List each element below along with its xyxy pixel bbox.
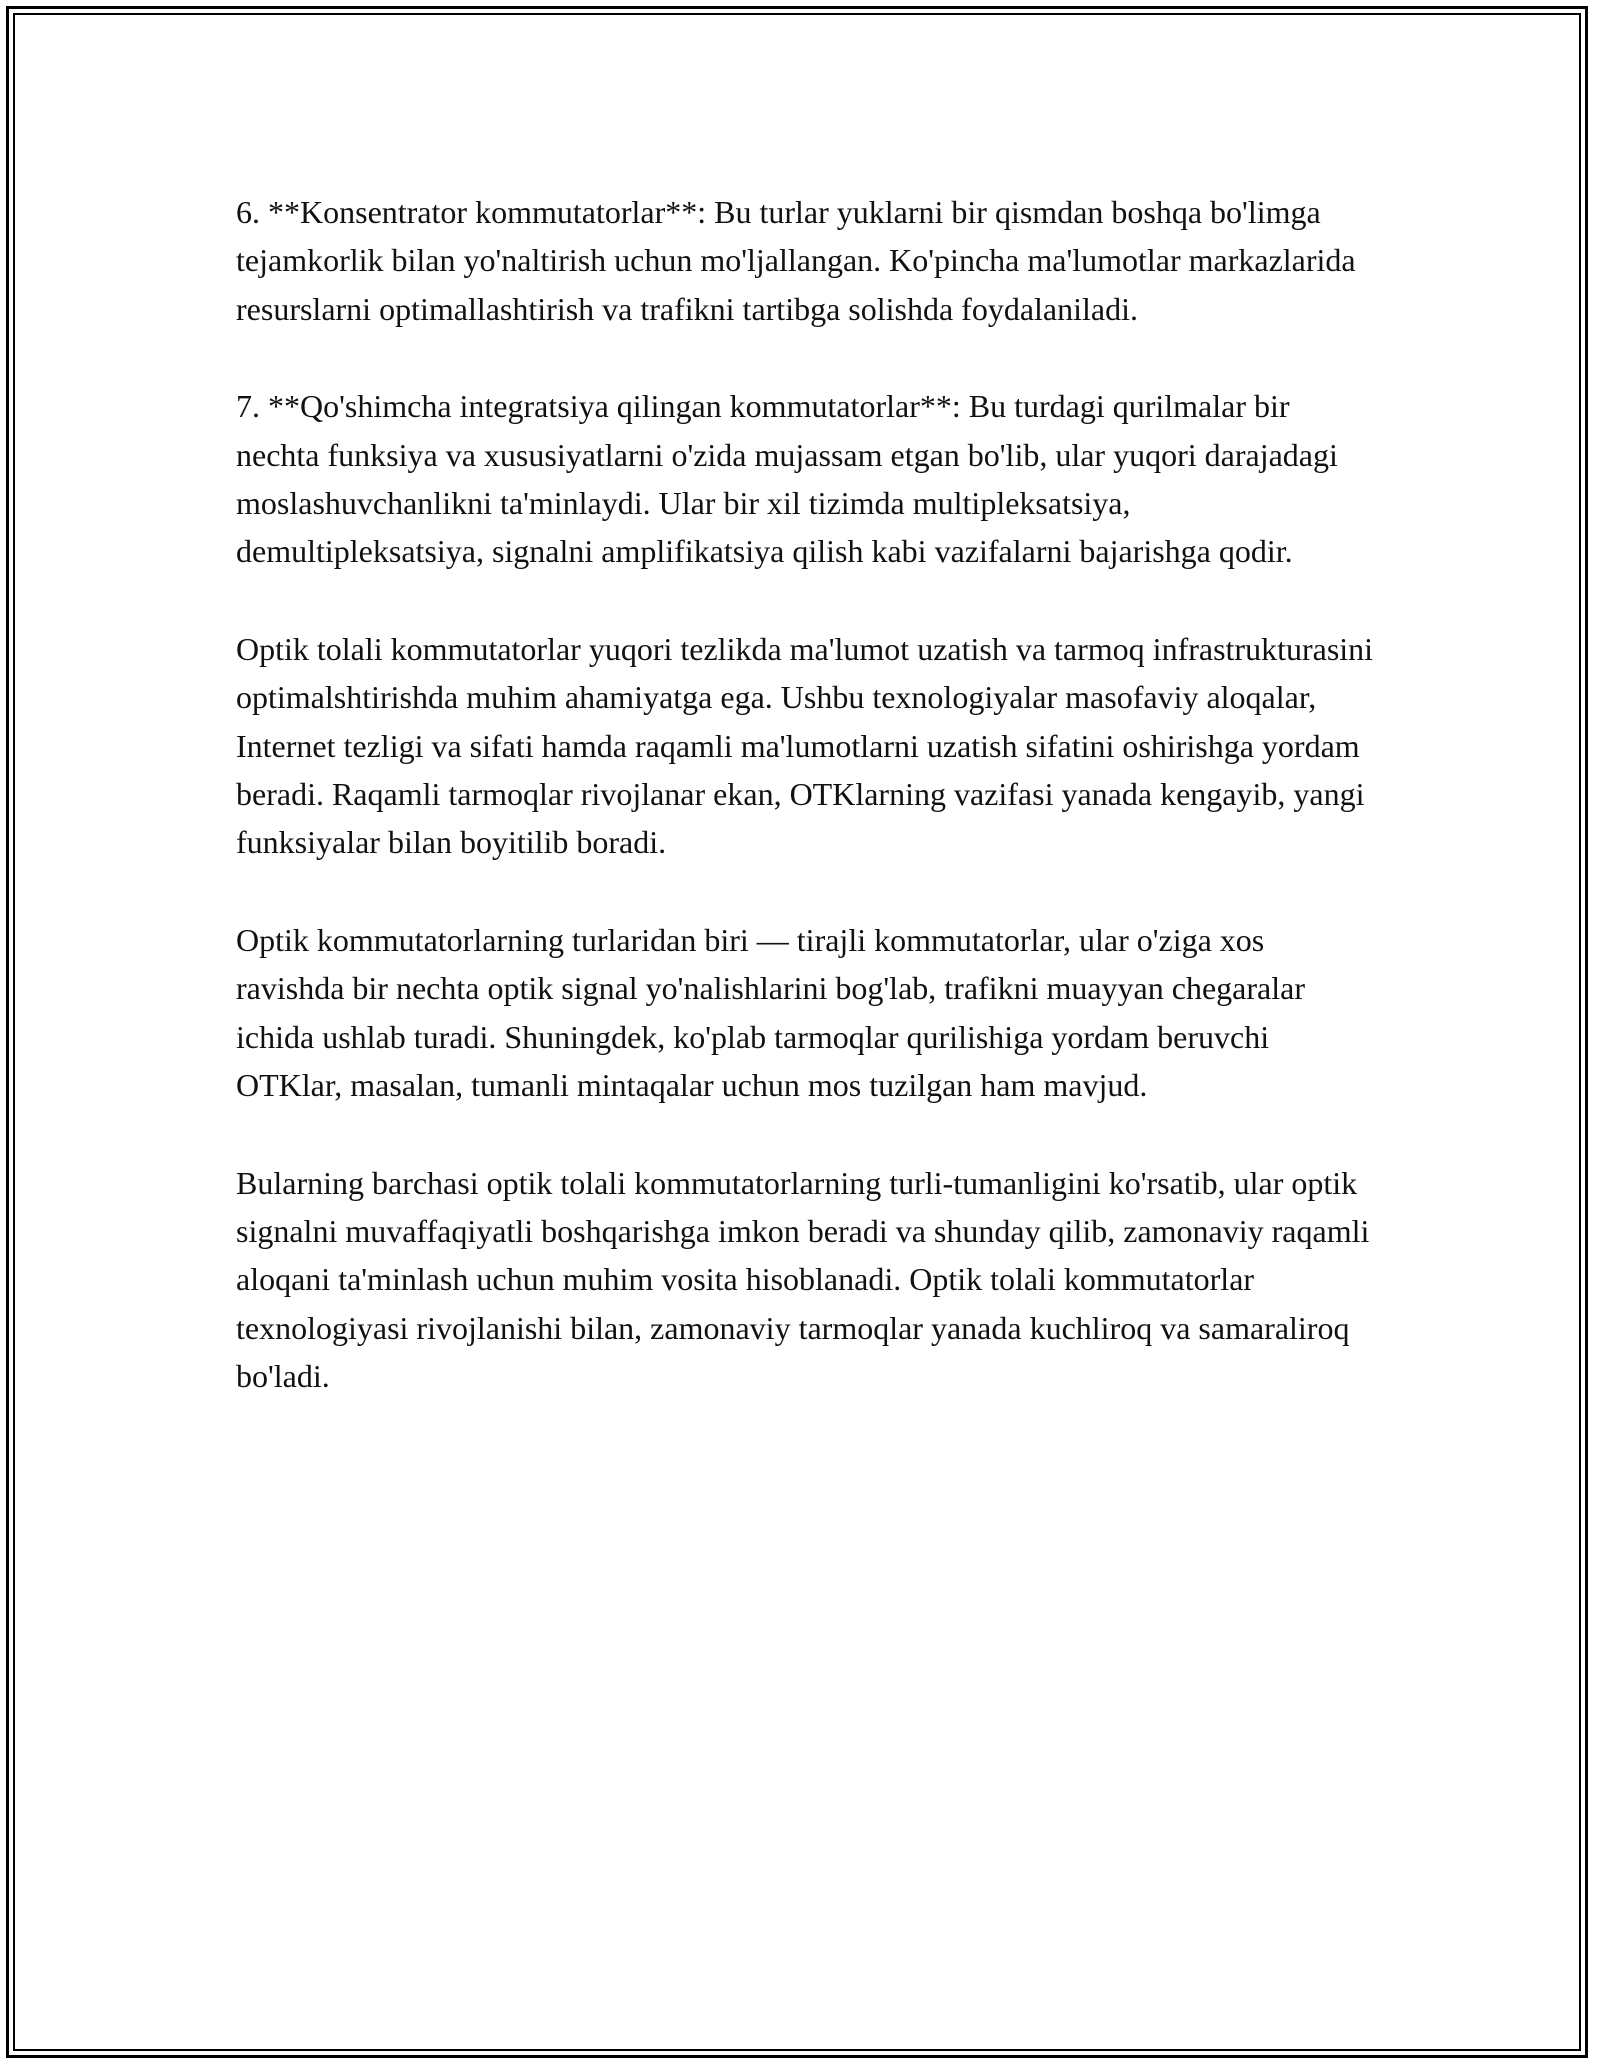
paragraph-tirajli-kommutatorlar: Optik kommutatorlarning turlaridan biri — tirajli kommutatorlar, ular o'ziga xos ravishda bir nechta optik signal yo'nalishlarini bog'lab, trafikni muayyan chegaralar ichida ushlab turadi. Shuningdek, ko'plab tarmoqlar qurilishiga yordam beruvchi OTKlar, masalan, tumanli mintaqalar uchun mos tuzilgan ham mavjud. xyxy=(236,921,1305,1104)
paragraph-xulosa: Bularning barchasi optik tolali kommutatorlarning turli-tumanligini ko'rsatib, ular optik signalni muvaffaqiyatli boshqarishga imkon beradi va shunday qilib, zamonaviy raqamli aloqani ta'minlash uchun muhim vosita hisoblanadi. Optik tolali kommutatorlar texnologiyasi rivojlanishi bilan, zamonaviy tarmoqlar yanada kuchliroq va samaraliroq bo'ladi. xyxy=(236,1164,1370,1395)
paragraph-konsentrator-kommutatorlar: 6. **Konsentrator kommutatorlar**: Bu turlar yuklarni bir qismdan boshqa bo'limga tejamkorlik bilan yo'naltirish uchun mo'ljallangan. Ko'pincha ma'lumotlar markazlarida resurslarni optimallashtirish va trafikni tartibga solishda foydalaniladi. xyxy=(236,194,1356,327)
paragraph-optik-tolali-ahamiyati: Optik tolali kommutatorlar yuqori tezlikda ma'lumot uzatish va tarmoq infrastrukturasini optimalshtirishda muhim ahamiyatga ega. Ushbu texnologiyalar masofaviy aloqalar, Internet tezligi va sifati hamda raqamli ma'lumotlarni uzatish sifatini oshirishga yordam beradi. Raqamli tarmoqlar rivojlanar ekan, OTKlarning vazifasi yanada kengayib, yangi funksiyalar bilan boyitilib boradi. xyxy=(236,630,1374,861)
paragraph-integratsiya-kommutatorlar: 7. **Qo'shimcha integratsiya qilingan kommutatorlar**: Bu turdagi qurilmalar bir nechta funksiya va xususiyatlarni o'zida mujassam etgan bo'lib, ular yuqori darajadagi moslashuvchanlikni ta'minlaydi. Ular bir xil tizimda multipleksatsiya, demultipleksatsiya, signalni amplifikatsiya qilish kabi vazifalarni bajarishga qodir. xyxy=(236,388,1338,570)
document-body xyxy=(236,188,1376,1401)
